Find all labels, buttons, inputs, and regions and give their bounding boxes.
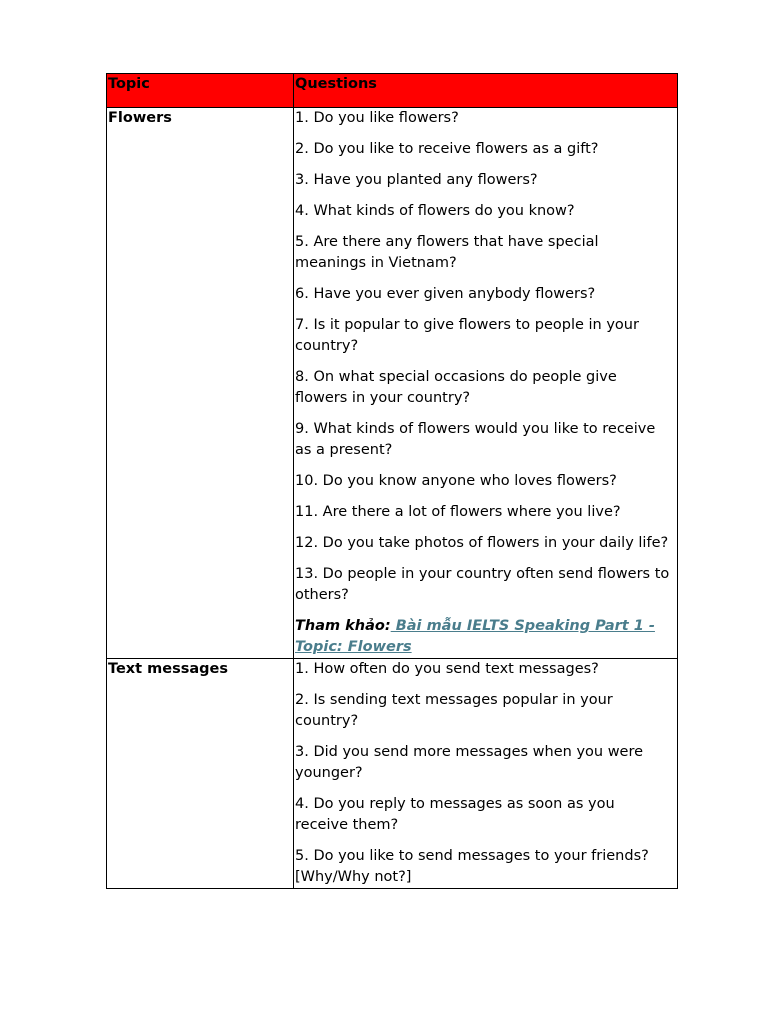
- question-item: 3. Have you planted any flowers?: [295, 172, 538, 188]
- question-item: 3. Did you send more messages when you were younger?: [295, 744, 644, 781]
- topic-cell: Text messages: [107, 659, 294, 889]
- question-item: 1. Do you like flowers?: [295, 110, 459, 126]
- question-item: 5. Do you like to send messages to your friends? [Why/Why not?]: [295, 848, 649, 885]
- question-item: 4. Do you reply to messages as soon as you receive them?: [295, 796, 615, 833]
- question-item: 7. Is it popular to give flowers to people in your country?: [295, 317, 639, 354]
- question-item: 9. What kinds of flowers would you like to receive as a present?: [295, 421, 656, 458]
- question-item: 13. Do people in your country often send flowers to others?: [295, 566, 670, 603]
- question-item: 2. Do you like to receive flowers as a gift?: [295, 141, 599, 157]
- question-item: 4. What kinds of flowers do you know?: [295, 203, 575, 219]
- topic-cell: Flowers: [107, 108, 294, 659]
- table-row-flowers: [107, 108, 678, 659]
- question-item: 2. Is sending text messages popular in your country?: [295, 692, 613, 729]
- reference-link[interactable]: Bài mẫu IELTS Speaking Part 1 - Topic: Flowers: [295, 618, 655, 655]
- question-item: 10. Do you know anyone who loves flowers?: [295, 473, 617, 489]
- question-item: 5. Are there any flowers that have special meanings in Vietnam?: [295, 234, 599, 271]
- questions-cell: [294, 108, 678, 659]
- questions-cell: [294, 659, 678, 889]
- table-row-text-messages: [107, 659, 678, 889]
- question-item: 6. Have you ever given anybody flowers?: [295, 286, 596, 302]
- question-item: 8. On what special occasions do people give flowers in your country?: [295, 369, 617, 406]
- reference-label: Tham khảo:: [295, 618, 391, 634]
- table-header-row: [107, 74, 678, 108]
- question-item: 1. How often do you send text messages?: [295, 661, 599, 677]
- header-questions: Questions: [294, 74, 678, 108]
- header-topic: Topic: [107, 74, 294, 108]
- question-item: 12. Do you take photos of flowers in your daily life?: [295, 535, 669, 551]
- question-item: 11. Are there a lot of flowers where you live?: [295, 504, 621, 520]
- questions-table: [106, 73, 678, 889]
- reference-line: [295, 616, 671, 658]
